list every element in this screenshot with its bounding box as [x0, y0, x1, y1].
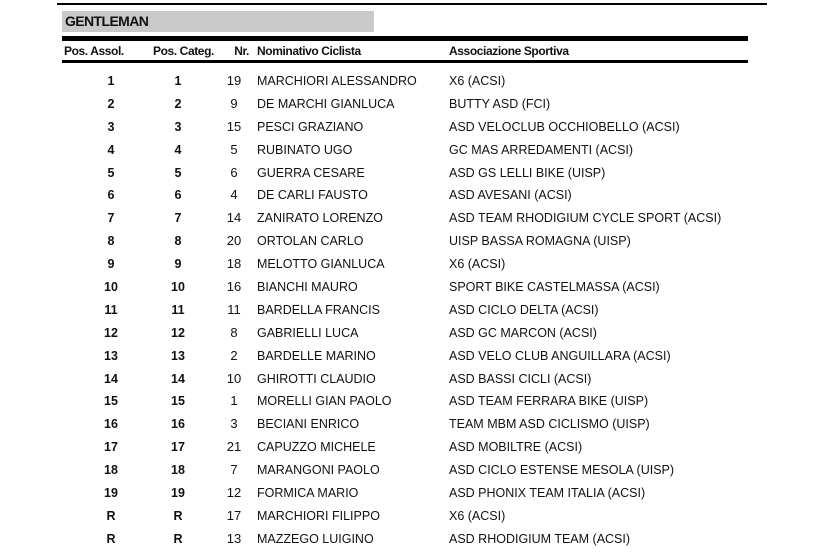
table-row: [0, 184, 826, 207]
pos-assol-cell: 18: [104, 463, 118, 478]
table-row: [0, 162, 826, 185]
bib-number-cell: 17: [226, 507, 242, 523]
bib-number-cell: 9: [230, 95, 238, 111]
bib-number-cell: 10: [226, 370, 242, 386]
table-row: [0, 482, 826, 505]
bib-number-cell: 7: [230, 462, 238, 478]
rider-name-cell: BARDELLA FRANCIS: [257, 302, 380, 317]
pos-categ-cell: 7: [174, 211, 182, 226]
bib-number-cell: 18: [226, 256, 242, 272]
header-name: Nominativo Ciclista: [257, 44, 361, 58]
bib-number-cell: 20: [226, 233, 242, 249]
header-top-rule: [62, 36, 748, 41]
bib-number-cell: 19: [226, 73, 242, 88]
category-title: GENTLEMAN: [62, 11, 374, 32]
rider-name-cell: MARCHIORI FILIPPO: [257, 508, 380, 523]
pos-assol-cell: 14: [104, 371, 118, 386]
pos-assol-cell: 1: [107, 74, 115, 88]
pos-assol-cell: 5: [107, 165, 115, 180]
pos-categ-cell: 5: [174, 165, 182, 180]
pos-assol-cell: 6: [107, 188, 115, 203]
team-cell: ASD BASSI CICLI (ACSI): [449, 371, 592, 386]
bib-number-cell: 2: [230, 347, 238, 363]
pos-categ-cell: 15: [171, 394, 185, 409]
rider-name-cell: GHIROTTI CLAUDIO: [257, 371, 376, 386]
pos-categ-cell: 2: [174, 96, 182, 111]
rider-name-cell: BECIANI ENRICO: [257, 417, 360, 432]
pos-categ-cell: 10: [171, 280, 185, 295]
bib-number-cell: 14: [226, 210, 242, 226]
pos-assol-cell: 10: [104, 280, 118, 295]
team-cell: ASD GC MARCON (ACSI): [449, 325, 597, 340]
bib-number-cell: 5: [230, 141, 238, 157]
results-table: [0, 70, 826, 551]
table-row: [0, 276, 826, 299]
team-cell: X6 (ACSI): [449, 74, 506, 88]
team-cell: ASD RHODIGIUM TEAM (ACSI): [449, 531, 631, 546]
pos-categ-cell: 18: [171, 463, 185, 478]
pos-categ-cell: R: [173, 508, 183, 523]
bib-number-cell: 16: [226, 279, 242, 295]
rider-name-cell: ORTOLAN CARLO: [257, 234, 364, 249]
header-pos-categ: Pos. Categ.: [153, 44, 214, 58]
table-row: [0, 230, 826, 253]
bib-number-cell: 4: [230, 187, 238, 203]
rider-name-cell: BARDELLE MARINO: [257, 348, 376, 363]
team-cell: ASD CICLO ESTENSE MESOLA (UISP): [449, 463, 675, 478]
team-cell: X6 (ACSI): [449, 257, 506, 272]
team-cell: GC MAS ARREDAMENTI (ACSI): [449, 142, 634, 157]
team-cell: SPORT BIKE CASTELMASSA (ACSI): [449, 280, 660, 295]
team-cell: ASD TEAM FERRARA BIKE (UISP): [449, 394, 649, 409]
pos-assol-cell: 7: [107, 211, 115, 226]
pos-assol-cell: R: [106, 508, 116, 523]
header-team: Associazione Sportiva: [449, 44, 569, 58]
rider-name-cell: GUERRA CESARE: [257, 165, 365, 180]
team-cell: ASD VELOCLUB OCCHIOBELLO (ACSI): [449, 119, 680, 134]
team-cell: ASD PHONIX TEAM ITALIA (ACSI): [449, 486, 646, 501]
pos-categ-cell: 3: [174, 119, 182, 134]
table-row: [0, 459, 826, 482]
table-row: [0, 93, 826, 116]
team-cell: ASD AVESANI (ACSI): [449, 188, 572, 203]
pos-assol-cell: 9: [107, 257, 115, 272]
rider-name-cell: MORELLI GIAN PAOLO: [257, 394, 392, 409]
team-cell: UISP BASSA ROMAGNA (UISP): [449, 234, 631, 249]
table-row: [0, 116, 826, 139]
rider-name-cell: GABRIELLI LUCA: [257, 325, 359, 340]
pos-assol-cell: 13: [104, 348, 118, 363]
table-row: [0, 413, 826, 436]
pos-categ-cell: 12: [171, 325, 185, 340]
team-cell: ASD CICLO DELTA (ACSI): [449, 302, 599, 317]
table-row: [0, 390, 826, 413]
rider-name-cell: MAZZEGO LUIGINO: [257, 531, 374, 546]
pos-categ-cell: 19: [171, 486, 185, 501]
header-bottom-rule: [62, 60, 748, 63]
pos-assol-cell: 2: [107, 96, 115, 111]
pos-categ-cell: 14: [171, 371, 185, 386]
table-row: [0, 207, 826, 230]
pos-categ-cell: 11: [171, 302, 185, 317]
rider-name-cell: MARCHIORI ALESSANDRO: [257, 74, 417, 88]
pos-assol-cell: 3: [107, 119, 115, 134]
rider-name-cell: RUBINATO UGO: [257, 142, 353, 157]
pos-categ-cell: 6: [174, 188, 182, 203]
table-row: [0, 299, 826, 322]
table-row: [0, 70, 826, 93]
pos-categ-cell: 4: [174, 142, 182, 157]
rider-name-cell: MARANGONI PAOLO: [257, 463, 380, 478]
bib-number-cell: 1: [230, 393, 238, 409]
pos-categ-cell: 1: [174, 74, 182, 88]
bib-number-cell: 13: [226, 530, 242, 546]
pos-assol-cell: 12: [104, 325, 118, 340]
table-row: [0, 322, 826, 345]
pos-categ-cell: 13: [171, 348, 185, 363]
pos-categ-cell: 9: [174, 257, 182, 272]
header-pos-assol: Pos. Assol.: [64, 44, 124, 58]
rider-name-cell: PESCI GRAZIANO: [257, 119, 364, 134]
bib-number-cell: 15: [226, 118, 242, 134]
table-row: [0, 505, 826, 528]
pos-assol-cell: 4: [107, 142, 115, 157]
rider-name-cell: CAPUZZO MICHELE: [257, 440, 376, 455]
team-cell: ASD MOBILTRE (ACSI): [449, 440, 583, 455]
rider-name-cell: FORMICA MARIO: [257, 486, 359, 501]
rider-name-cell: MELOTTO GIANLUCA: [257, 257, 385, 272]
pos-assol-cell: 19: [104, 486, 118, 501]
team-cell: X6 (ACSI): [449, 508, 506, 523]
header-nr: Nr.: [234, 44, 249, 58]
top-rule: [57, 3, 767, 5]
bib-number-cell: 21: [226, 439, 242, 455]
rider-name-cell: DE CARLI FAUSTO: [257, 188, 368, 203]
bib-number-cell: 3: [230, 416, 238, 432]
table-row: [0, 436, 826, 459]
rider-name-cell: BIANCHI MAURO: [257, 280, 358, 295]
pos-categ-cell: 17: [171, 440, 185, 455]
team-cell: BUTTY ASD (FCI): [449, 96, 551, 111]
team-cell: TEAM MBM ASD CICLISMO (UISP): [449, 417, 650, 432]
rider-name-cell: ZANIRATO LORENZO: [257, 211, 383, 226]
team-cell: ASD TEAM RHODIGIUM CYCLE SPORT (ACSI): [449, 211, 722, 226]
pos-assol-cell: 8: [107, 234, 115, 249]
pos-assol-cell: 17: [104, 440, 118, 455]
pos-categ-cell: R: [173, 531, 183, 546]
table-row: [0, 368, 826, 391]
bib-number-cell: 8: [230, 324, 238, 340]
table-row: [0, 253, 826, 276]
team-cell: ASD GS LELLI BIKE (UISP): [449, 165, 606, 180]
pos-assol-cell: R: [106, 531, 116, 546]
bib-number-cell: 6: [230, 164, 238, 180]
pos-assol-cell: 11: [104, 302, 118, 317]
team-cell: ASD VELO CLUB ANGUILLARA (ACSI): [449, 348, 671, 363]
table-row: [0, 345, 826, 368]
pos-categ-cell: 8: [174, 234, 182, 249]
bib-number-cell: 12: [226, 485, 242, 501]
pos-assol-cell: 16: [104, 417, 118, 432]
table-row: [0, 139, 826, 162]
rider-name-cell: DE MARCHI GIANLUCA: [257, 96, 395, 111]
pos-categ-cell: 16: [171, 417, 185, 432]
pos-assol-cell: 15: [104, 394, 118, 409]
bib-number-cell: 11: [227, 301, 241, 317]
table-row: [0, 528, 826, 551]
